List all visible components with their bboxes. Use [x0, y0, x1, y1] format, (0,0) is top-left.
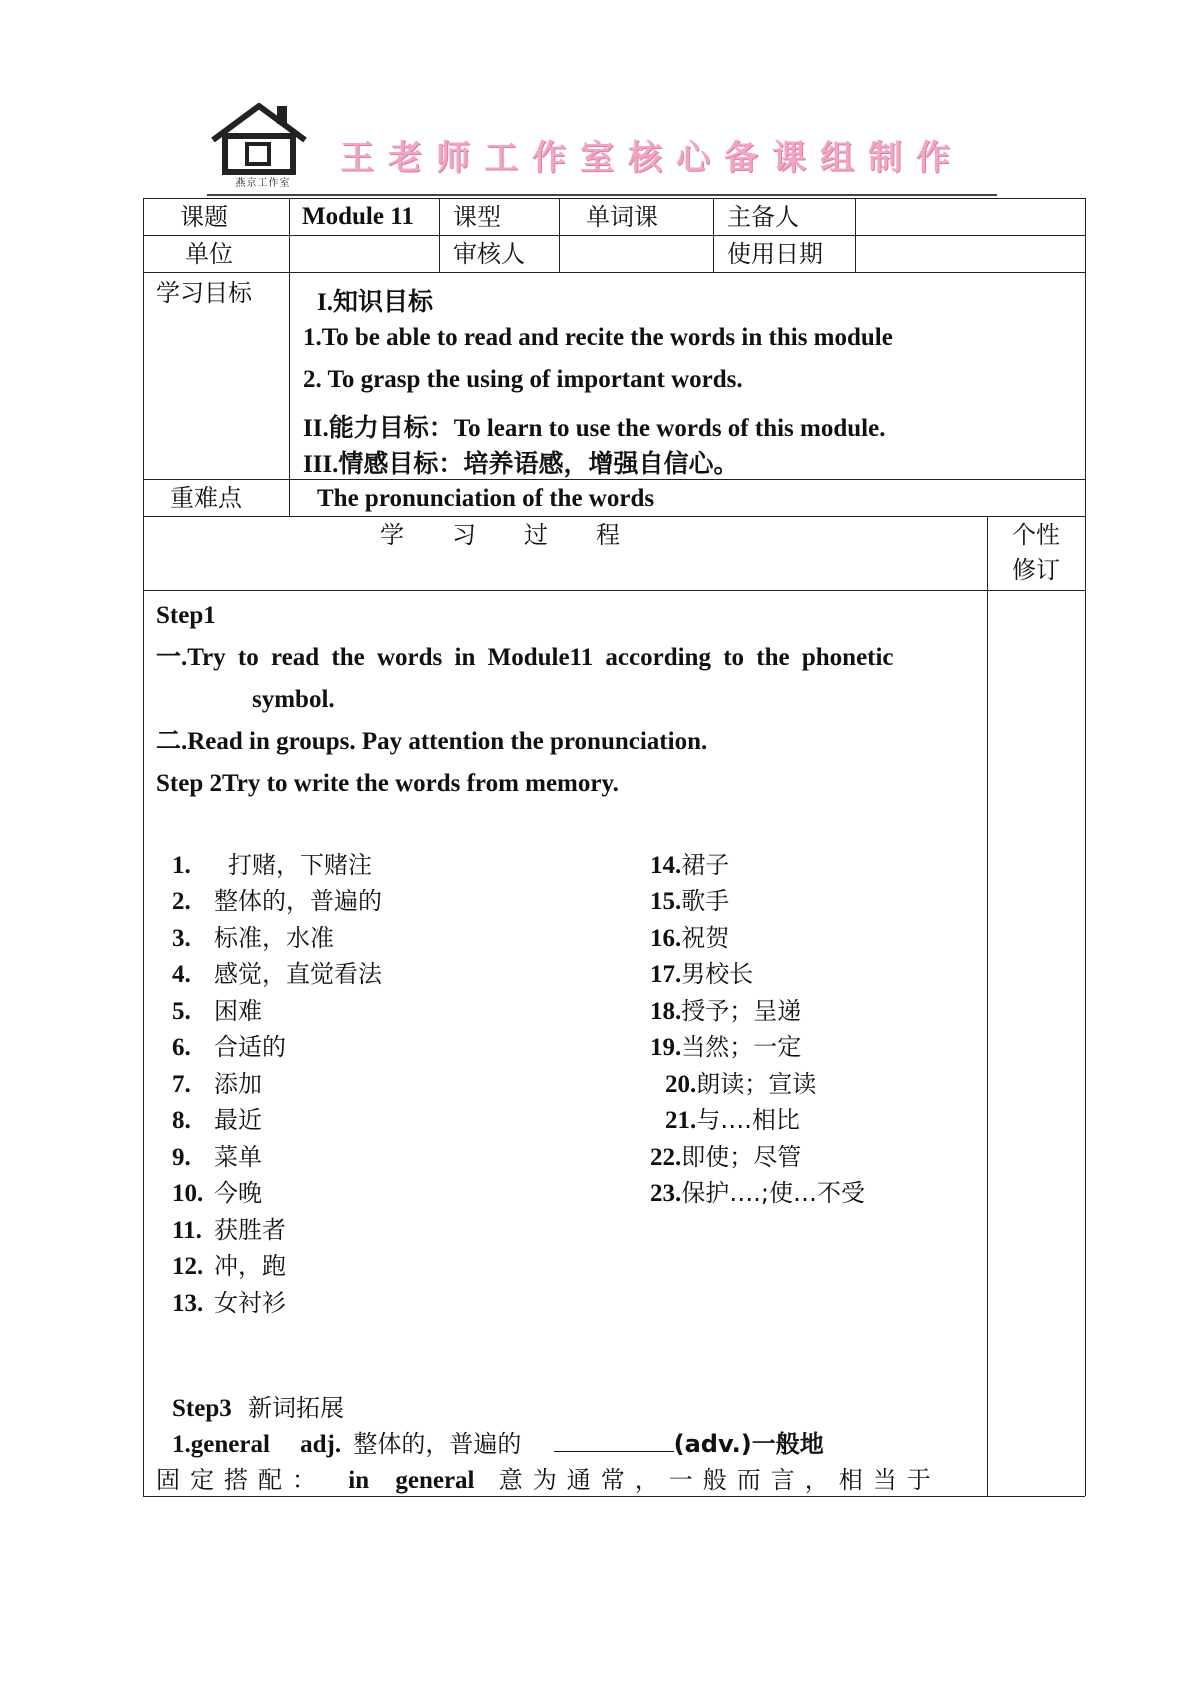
- step2-title: Step 2Try to write the words from memory.: [156, 770, 619, 797]
- list-item: 18.授予；呈递: [650, 997, 802, 1025]
- preparer-label: 主备人: [727, 203, 799, 231]
- logo-caption: 燕京工作室: [235, 178, 291, 189]
- list-item: 11. 获胜者: [172, 1216, 286, 1244]
- step1-item-1: 一.Try to read the words in Module11 according to the phonetic: [156, 644, 894, 671]
- list-item: 20.朗读；宣读: [665, 1070, 817, 1098]
- entry-meaning: 整体的，普遍的: [353, 1430, 522, 1458]
- list-item: 15.歌手: [650, 887, 730, 915]
- list-item: 9. 菜单: [172, 1143, 262, 1171]
- phrase-label: 固定搭配：: [156, 1466, 326, 1494]
- list-item: 12. 冲，跑: [172, 1252, 286, 1280]
- banner-rule: [207, 194, 997, 196]
- list-item: 19.当然；一定: [650, 1033, 802, 1061]
- revision-heading-line-2: 修订: [1012, 556, 1060, 584]
- step3-title: [172, 1392, 344, 1425]
- letterhead-banner: [207, 100, 997, 198]
- list-item: 4. 感觉，直觉看法: [172, 960, 382, 988]
- unit-label: 单位: [185, 240, 233, 268]
- list-item: 8. 最近: [172, 1106, 262, 1134]
- answer-blank[interactable]: [554, 1431, 674, 1452]
- step1-item-1-continued: symbol.: [252, 686, 335, 713]
- list-item: 10. 今晚: [172, 1179, 262, 1207]
- banner-title: 王老师工作室核心备课组制作: [340, 138, 964, 178]
- objective-line-2: 2. To grasp the using of important words.: [303, 366, 743, 393]
- house-icon: [207, 100, 317, 180]
- list-item: 17.男校长: [650, 960, 754, 988]
- knowledge-heading: I.知识目标: [317, 289, 433, 316]
- date-label: 使用日期: [727, 240, 823, 268]
- key-points-value: The pronunciation of the words: [317, 485, 655, 512]
- reviewer-label: 审核人: [453, 240, 525, 268]
- topic-label: 课题: [180, 203, 228, 231]
- list-item: 1. 打赌，下赌注: [172, 851, 372, 879]
- list-item: 7. 添加: [172, 1070, 262, 1098]
- revision-heading-line-1: 个性: [1012, 521, 1060, 549]
- list-item: 21.与….相比: [665, 1106, 800, 1134]
- list-item: 22.即使；尽管: [650, 1143, 802, 1171]
- emotion-objective: III.情感目标：培养语感，增强自信心。: [303, 451, 739, 478]
- key-points-label: 重难点: [170, 484, 242, 512]
- objective-line-1: 1.To be able to read and recite the words in this module: [303, 324, 893, 351]
- type-value: 单词课: [586, 203, 658, 231]
- entry-derived: (adv.)一般地: [673, 1430, 824, 1458]
- step3-entry-1: [172, 1428, 824, 1461]
- phrase-en: in general: [348, 1467, 475, 1494]
- entry-pos: adj.: [300, 1431, 342, 1458]
- list-item: 3. 标准，水准: [172, 924, 334, 952]
- step1-title: Step1: [156, 602, 216, 629]
- phrase-meaning: 意为通常，一般而言，相当于: [498, 1466, 941, 1494]
- step3-title-zh: 新词拓展: [247, 1394, 344, 1422]
- ability-objective: II.能力目标：To learn to use the words of this module.: [303, 415, 886, 442]
- list-item: 6. 合适的: [172, 1033, 286, 1061]
- entry-word: 1.general: [172, 1431, 270, 1458]
- list-item: 16.祝贺: [650, 924, 730, 952]
- list-item: 5. 困难: [172, 997, 262, 1025]
- list-item: 2. 整体的，普遍的: [172, 887, 382, 915]
- step3-phrase: [156, 1464, 941, 1497]
- objectives-label: 学习目标: [156, 279, 252, 307]
- step1-item-2: 二.Read in groups. Pay attention the pronunciation.: [156, 728, 708, 755]
- step3-title-en: Step3: [172, 1395, 232, 1422]
- type-label: 课型: [453, 203, 501, 231]
- topic-value: Module 11: [302, 203, 414, 230]
- list-item: 13. 女衬衫: [172, 1289, 286, 1317]
- process-heading: 学 习 过 程: [380, 521, 632, 549]
- house-logo: [207, 100, 317, 192]
- list-item: 14.裙子: [650, 851, 730, 879]
- list-item: 23.保护….;使…不受: [650, 1179, 865, 1207]
